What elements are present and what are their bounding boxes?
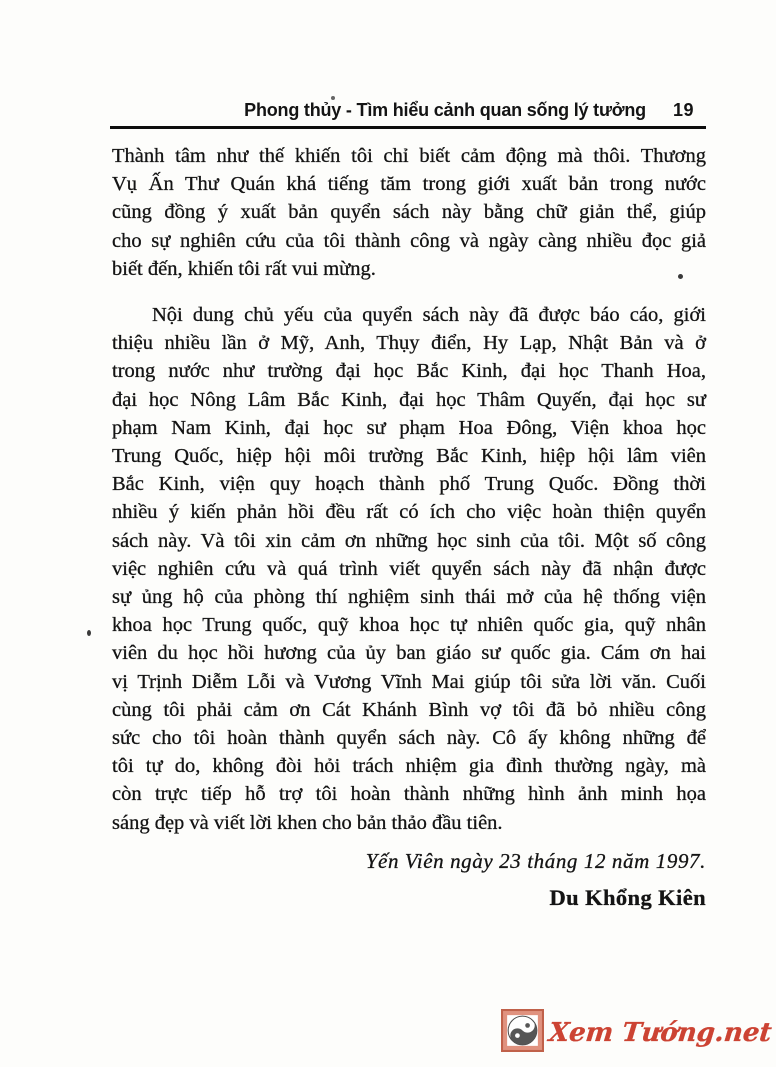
text-line: đại học Nông Lâm Bắc Kinh, đại học Thâm Quyến, đại học sư — [112, 388, 706, 411]
text-line: trong nước như trường đại học Bắc Kinh, đại học Thanh Hoa, — [112, 360, 706, 383]
text-line: Bắc Kinh, viện quy hoạch thành phố Trung Quốc. Đồng thời — [112, 473, 706, 496]
watermark-site-name: Xem Tướng.net — [546, 1018, 773, 1048]
text-line: sự ủng hộ của phòng thí nghiệm sinh thái mở của hệ thống viện — [112, 586, 706, 609]
text-line: viên du học hồi hương của ủy ban giáo sư quốc gia. Cám ơn hai — [112, 642, 706, 665]
page-body — [112, 142, 706, 912]
text-line: khoa học Trung quốc, quỹ khoa học tự nhiên quốc gia, quỹ nhân — [112, 614, 706, 637]
paragraph — [112, 301, 706, 837]
text-line: thiệu nhiều lần ở Mỹ, Anh, Thụy điển, Hy Lạp, Nhật Bản và ở — [112, 332, 706, 355]
yin-yang-icon — [501, 1009, 544, 1057]
text-line: cho sự nghiên cứu của tôi thành công và ngày càng nhiều đọc giả — [112, 229, 706, 252]
text-line: Trung Quốc, hiệp hội môi trường Bắc Kinh, hiệp hội lâm viên — [112, 445, 706, 468]
text-line: tôi tự do, không đòi hỏi trách nhiệm gia đình thường ngày, mà — [112, 755, 706, 778]
text-line: phạm Nam Kinh, đại học sư phạm Hoa Đông, Viện khoa học — [112, 416, 706, 439]
text-line: còn trực tiếp hỗ trợ tôi hoàn thành những hình ảnh minh họa — [112, 783, 706, 806]
text-line: việc nghiên cứu và quá trình viết quyển sách này đã nhận được — [112, 557, 706, 580]
text-line: Thành tâm như thế khiến tôi chỉ biết cảm động mà thôi. Thương — [112, 145, 706, 167]
text-line: sức cho tôi hoàn thành quyển sách này. Cô ấy không những để — [112, 727, 706, 750]
page-number: 19 — [672, 100, 694, 120]
text-line: sách này. Và tôi xin cảm ơn những học sinh của tôi. Một số công — [112, 529, 706, 552]
dateline: Yến Viên ngày 23 tháng 12 năm 1997. — [365, 848, 706, 873]
scan-artifact — [678, 274, 683, 279]
scan-artifact — [87, 630, 91, 636]
watermark — [501, 1009, 771, 1057]
text-line: sáng đẹp và viết lời khen cho bản thảo đầu tiên. — [112, 811, 503, 834]
text-line: Vụ Ấn Thư Quán khá tiếng tăm trong giới xuất bản trong nước — [112, 173, 706, 196]
running-header — [110, 100, 706, 129]
text-line: biết đến, khiến tôi rất vui mừng. — [112, 257, 376, 280]
text-line: cùng tôi phải cảm ơn Cát Khánh Bình vợ tôi đã bỏ nhiều công — [112, 698, 706, 721]
running-header-title: Phong thủy - Tìm hiểu cảnh quan sống lý tưởng — [244, 100, 646, 120]
text-line: nhiều ý kiến phản hồi đều rất có ích cho việc hoàn thiện quyển — [112, 501, 706, 524]
author-signature: Du Khổng Kiên — [549, 885, 706, 911]
paragraph — [112, 142, 706, 283]
scan-artifact — [331, 96, 335, 100]
text-line: Nội dung chủ yếu của quyển sách này đã được báo cáo, giới — [152, 304, 706, 327]
text-line: cũng đồng ý xuất bản quyển sách này bằng chữ giản thể, giúp — [112, 201, 706, 224]
text-line: vị Trịnh Diễm Lỗi và Vương Vĩnh Mai giúp tôi sửa lời văn. Cuối — [112, 670, 706, 693]
